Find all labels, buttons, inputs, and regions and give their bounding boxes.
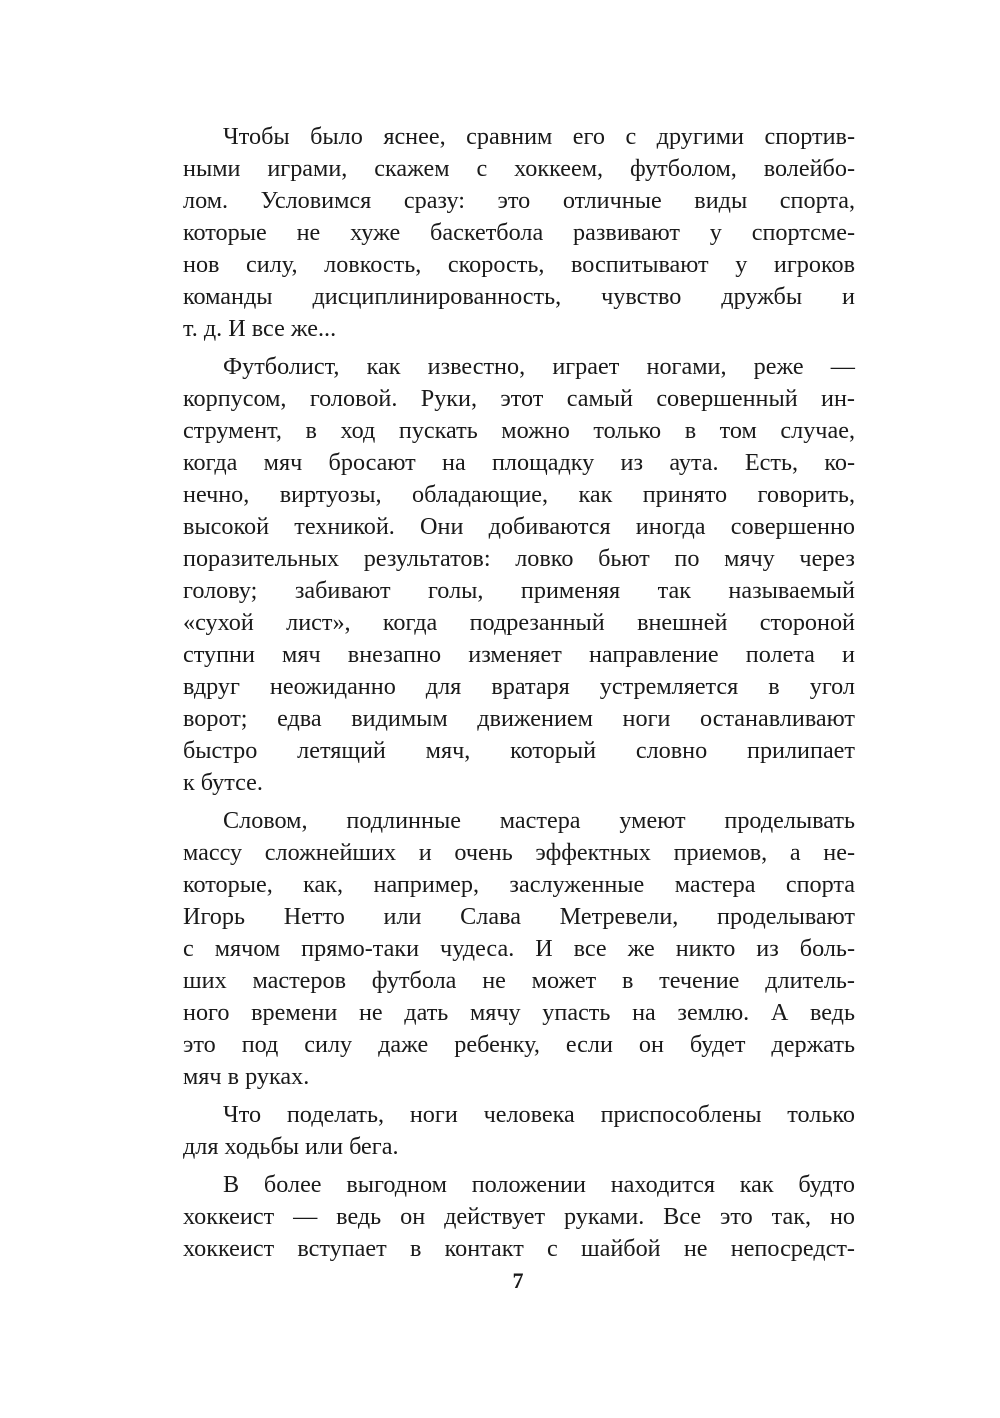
text-line: т. д. И все же... [183, 315, 337, 342]
text-line: которые, как, например, заслуженные мастера спорта [183, 871, 855, 898]
text-line: поразительных результатов: ловко бьют по мячу через [183, 545, 855, 572]
paragraph [183, 1169, 855, 1265]
text-line: ными играми, скажем с хоккеем, футболом, волейбо- [183, 155, 855, 182]
body-text [183, 121, 855, 1265]
text-line: Чтобы было яснее, сравним его с другими спортив- [223, 123, 855, 150]
text-line: ворот; едва видимым движением ноги останавливают [183, 705, 855, 732]
text-line: хоккеист — ведь он действует руками. Все это так, но [183, 1203, 855, 1230]
paragraph [183, 1099, 855, 1163]
paragraph [183, 351, 855, 799]
text-line: ступни мяч внезапно изменяет направление полета и [183, 641, 855, 668]
text-line: нов силу, ловкость, скорость, воспитывают у игроков [183, 251, 855, 278]
page-number: 7 [512, 1268, 524, 1293]
text-line: нечно, виртуозы, обладающие, как принято говорить, [183, 481, 855, 508]
text-line: В более выгодном положении находится как будто [223, 1171, 855, 1198]
text-line: Словом, подлинные мастера умеют проделывать [223, 807, 855, 834]
paragraph [183, 121, 855, 345]
paragraph [183, 805, 855, 1093]
text-line: когда мяч бросают на площадку из аута. Есть, ко- [183, 449, 855, 476]
text-line: быстро летящий мяч, который словно прилипает [183, 737, 855, 764]
text-line: корпусом, головой. Руки, этот самый совершенный ин- [183, 385, 855, 412]
text-line: для ходьбы или бега. [183, 1133, 399, 1160]
text-line: с мячом прямо-таки чудеса. И все же никто из боль- [183, 935, 855, 962]
text-line: Игорь Нетто или Слава Метревели, проделывают [183, 903, 855, 930]
text-line: ших мастеров футбола не может в течение длитель- [183, 967, 855, 994]
text-line: лом. Условимся сразу: это отличные виды спорта, [183, 187, 855, 214]
text-line: высокой техникой. Они добиваются иногда совершенно [183, 513, 855, 540]
text-line: хоккеист вступает в контакт с шайбой не непосредст- [183, 1235, 855, 1262]
text-line: мяч в руках. [183, 1063, 310, 1090]
text-line: вдруг неожиданно для вратаря устремляется в угол [183, 673, 855, 700]
text-line: к бутсе. [183, 769, 263, 796]
text-line: команды дисциплинированность, чувство дружбы и [183, 283, 855, 310]
text-line: «сухой лист», когда подрезанный внешней стороной [183, 609, 855, 636]
text-line: ного времени не дать мячу упасть на землю. А ведь [183, 999, 855, 1026]
text-line: которые не хуже баскетбола развивают у спортсме- [183, 219, 855, 246]
text-line: струмент, в ход пускать можно только в том случае, [183, 417, 855, 444]
text-line: это под силу даже ребенку, если он будет держать [183, 1031, 855, 1058]
text-line: голову; забивают голы, применяя так называемый [183, 577, 855, 604]
text-line: Футболист, как известно, играет ногами, реже — [223, 353, 855, 380]
text-line: массу сложнейших и очень эффектных приемов, а не- [183, 839, 855, 866]
text-line: Что поделать, ноги человека приспособлены только [223, 1101, 855, 1128]
